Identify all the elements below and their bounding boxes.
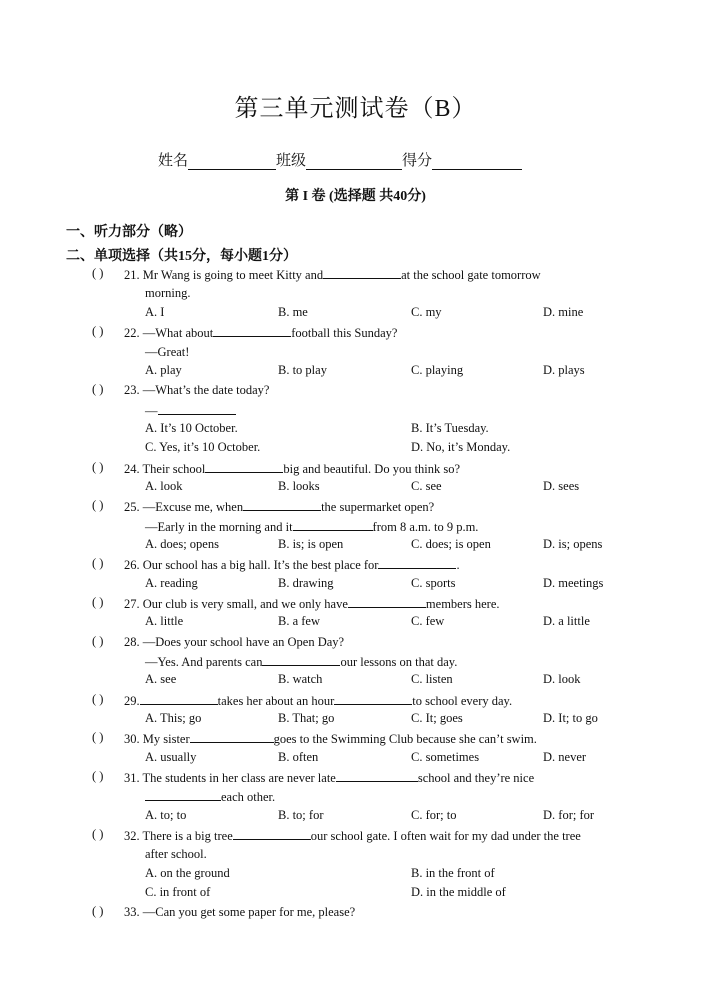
option-d: D. sees: [543, 479, 580, 493]
option-a: A. play: [145, 363, 182, 377]
option-c: C. Yes, it’s 10 October.: [145, 440, 261, 454]
question-21: 21. Mr Wang is going to meet Kitty and at the school gate tomorrow: [124, 268, 541, 282]
option-a: A. does; opens: [145, 537, 219, 551]
answer-paren[interactable]: ( ): [92, 595, 104, 609]
answer-blank: [233, 827, 311, 840]
option-b: B. It’s Tuesday.: [411, 421, 489, 435]
answer-blank: [334, 692, 412, 705]
answer-paren[interactable]: ( ): [92, 634, 104, 648]
option-d: D. is; opens: [543, 537, 603, 551]
option-d: D. for; for: [543, 808, 595, 822]
class-blank[interactable]: [306, 154, 402, 170]
answer-blank: [348, 595, 426, 608]
option-a: A. to; to: [145, 808, 187, 822]
option-b: B. watch: [278, 672, 323, 686]
option-c: C. does; is open: [411, 537, 491, 551]
option-a: A. reading: [145, 576, 198, 590]
score-label: 得分: [402, 153, 433, 169]
option-c: C. see: [411, 479, 442, 493]
option-c: C. listen: [411, 672, 453, 686]
score-blank[interactable]: [432, 154, 522, 170]
option-a: A. This; go: [145, 711, 202, 725]
option-b: B. a few: [278, 614, 320, 628]
question-25-cont: —Early in the morning and it from 8 a.m. to 9 p.m.: [145, 520, 479, 534]
answer-blank: [243, 498, 321, 511]
option-b: B. is; is open: [278, 537, 344, 551]
question-25: 25. —Excuse me, when the supermarket open?: [124, 500, 435, 514]
option-b: B. in the front of: [411, 866, 495, 880]
answer-blank: [190, 730, 274, 743]
name-blank[interactable]: [188, 154, 276, 170]
question-26: 26. Our school has a big hall. It’s the best place for .: [124, 558, 460, 572]
answer-paren[interactable]: ( ): [92, 827, 104, 841]
answer-blank: [205, 460, 283, 473]
answer-blank: [213, 324, 291, 337]
question-23-cont: —: [145, 402, 236, 419]
answer-paren[interactable]: ( ): [92, 498, 104, 512]
option-b: B. me: [278, 305, 308, 319]
answer-paren[interactable]: ( ): [92, 324, 104, 338]
question-27: 27. Our club is very small, and we only have members here.: [124, 597, 500, 611]
part-one-title: 第 I 卷 (选择题 共40分): [285, 189, 426, 204]
question-24: 24. Their school big and beautiful. Do you think so?: [124, 462, 461, 476]
option-a: A. usually: [145, 750, 197, 764]
answer-paren[interactable]: ( ): [92, 460, 104, 474]
option-a: A. I: [145, 305, 165, 319]
question-22-cont: —Great!: [145, 345, 190, 359]
question-32: 32. There is a big tree our school gate. I often wait for my dad under the tree: [124, 829, 581, 843]
option-d: D. It; to go: [543, 711, 598, 725]
answer-blank: [158, 402, 236, 415]
option-d: D. mine: [543, 305, 584, 319]
option-c: C. my: [411, 305, 442, 319]
option-c: C. few: [411, 614, 445, 628]
option-b: B. That; go: [278, 711, 335, 725]
student-info-line: [158, 149, 522, 170]
option-a: A. look: [145, 479, 183, 493]
answer-blank: [293, 518, 373, 531]
question-33: 33. —Can you get some paper for me, please?: [124, 905, 356, 919]
answer-blank: [378, 556, 456, 569]
option-c: C. sometimes: [411, 750, 480, 764]
answer-blank: [140, 692, 218, 705]
option-d: D. never: [543, 750, 587, 764]
question-31-cont: each other.: [145, 788, 275, 805]
option-d: D. No, it’s Monday.: [411, 440, 511, 454]
option-c: C. sports: [411, 576, 456, 590]
option-d: D. a little: [543, 614, 590, 628]
answer-paren[interactable]: ( ): [92, 904, 104, 918]
answer-blank: [262, 653, 340, 666]
option-d: D. look: [543, 672, 581, 686]
question-29: 29. takes her about an hour to school every day.: [124, 694, 513, 708]
answer-blank: [145, 788, 221, 801]
option-c: C. in front of: [145, 885, 211, 899]
option-c: C. playing: [411, 363, 464, 377]
question-32-cont: after school.: [145, 847, 207, 861]
option-b: B. to play: [278, 363, 327, 377]
option-c: C. for; to: [411, 808, 457, 822]
class-label: 班级: [276, 153, 307, 169]
answer-paren[interactable]: ( ): [92, 556, 104, 570]
answer-paren[interactable]: ( ): [92, 266, 104, 280]
answer-paren[interactable]: ( ): [92, 692, 104, 706]
section-listening: 一、听力部分（略）: [66, 225, 192, 240]
answer-blank: [336, 769, 418, 782]
name-label: 姓名: [158, 153, 189, 169]
question-30: 30. My sister goes to the Swimming Club because she can’t swim.: [124, 732, 537, 746]
option-d: D. meetings: [543, 576, 604, 590]
answer-paren[interactable]: ( ): [92, 769, 104, 783]
option-d: D. plays: [543, 363, 585, 377]
question-28-cont: —Yes. And parents can our lessons on that day.: [145, 655, 458, 669]
question-31: 31. The students in her class are never late school and they’re nice: [124, 771, 535, 785]
section-single-choice: 二、单项选择（共15分，每小题1分）: [66, 249, 297, 264]
question-28: 28. —Does your school have an Open Day?: [124, 635, 345, 649]
option-a: A. on the ground: [145, 866, 230, 880]
option-a: A. see: [145, 672, 177, 686]
question-23: 23. —What’s the date today?: [124, 383, 270, 397]
option-b: B. to; for: [278, 808, 324, 822]
option-a: A. It’s 10 October.: [145, 421, 238, 435]
option-b: B. looks: [278, 479, 320, 493]
answer-paren[interactable]: ( ): [92, 382, 104, 396]
question-21-cont: morning.: [145, 286, 191, 300]
option-b: B. drawing: [278, 576, 334, 590]
option-a: A. little: [145, 614, 184, 628]
answer-paren[interactable]: ( ): [92, 730, 104, 744]
question-22: 22. —What about football this Sunday?: [124, 326, 398, 340]
option-c: C. It; goes: [411, 711, 463, 725]
option-d: D. in the middle of: [411, 885, 506, 899]
exam-title: 第三单元测试卷（B）: [234, 96, 477, 122]
option-b: B. often: [278, 750, 319, 764]
answer-blank: [323, 266, 401, 279]
